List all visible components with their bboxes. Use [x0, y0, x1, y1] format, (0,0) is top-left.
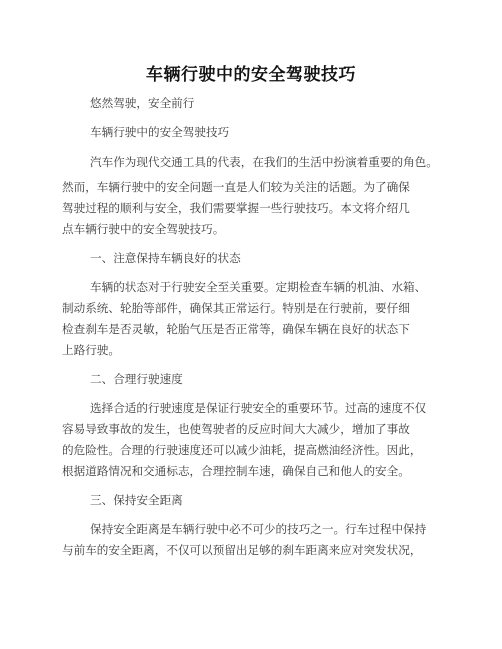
subtitle: 悠然驾驶，安全前行 [90, 96, 195, 110]
paragraph-line: 容易导致事故的发生，也使驾驶者的反应时间大大减少，增加了事故 [62, 422, 410, 436]
paragraph-line: 保持安全距离是车辆行驶中必不可少的技巧之一。行车过程中保持 [90, 522, 427, 536]
paragraph-line: 根据道路情况和交通标志，合理控制车速，确保自己和他人的安全。 [62, 464, 410, 478]
paragraph-line: 制动系统、轮胎等部件，确保其正常运行。特别是在行驶前，要仔细 [62, 301, 410, 315]
paragraph-line: 汽车作为现代交通工具的代表，在我们的生活中扮演着重要的角色。 [90, 155, 438, 169]
paragraph-line: 车辆的状态对于行驶安全至关重要。定期检查车辆的机油、水箱、 [90, 280, 427, 294]
paragraph-line: 的危险性。合理的行驶速度还可以减少油耗，提高燃油经济性。因此， [62, 443, 422, 457]
paragraph-line: 然而，车辆行驶中的安全问题一直是人们较为关注的话题。为了确保 [62, 180, 410, 194]
paragraph-line: 与前车的安全距离，不仅可以预留出足够的刹车距离来应对突发状况， [62, 543, 422, 557]
section-heading-1: 一、注意保持车辆良好的状态 [90, 251, 241, 265]
section-heading-main: 车辆行驶中的安全驾驶技巧 [90, 125, 230, 139]
paragraph-line: 上路行驶。 [62, 343, 120, 357]
paragraph-line: 检查刹车是否灵敏，轮胎气压是否正常等，确保车辆在良好的状态下 [62, 322, 410, 336]
paragraph-line: 选择合适的行驶速度是保证行驶安全的重要环节。过高的速度不仅 [90, 401, 427, 415]
paragraph-line: 驾驶过程的顺利与安全，我们需要掌握一些行驶技巧。本文将介绍几 [62, 201, 410, 215]
paragraph-line: 点车辆行驶中的安全驾驶技巧。 [62, 222, 225, 236]
section-heading-2: 二、合理行驶速度 [90, 372, 183, 386]
section-heading-3: 三、保持安全距离 [90, 493, 183, 507]
document-title: 车辆行驶中的安全驾驶技巧 [146, 65, 356, 85]
